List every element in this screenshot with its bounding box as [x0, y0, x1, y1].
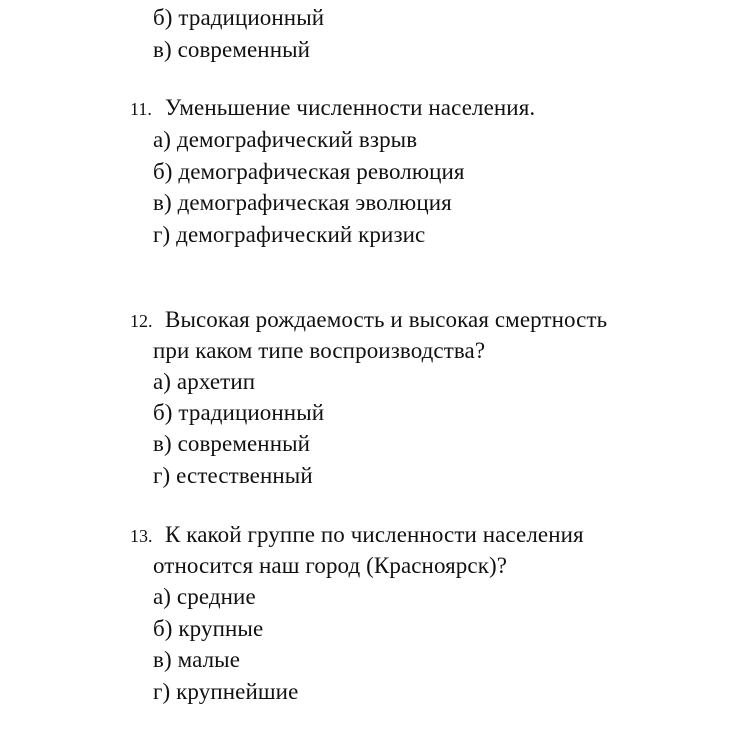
question-11-option-d: г) демографический кризис — [153, 222, 426, 247]
question-11-option-c: в) демографическая эволюция — [153, 190, 452, 215]
question-13-text-line1: К какой группе по численности населения — [165, 522, 584, 547]
question-12-option-a: а) архетип — [153, 369, 256, 394]
prev-option-b: б) традиционный — [153, 5, 325, 30]
question-12-option-c: в) современный — [153, 431, 311, 456]
question-13-option-d: г) крупнейшие — [153, 679, 299, 704]
question-13-number: 13. — [130, 526, 153, 546]
question-12-number: 12. — [130, 311, 153, 331]
question-12-option-d: г) естественный — [153, 463, 313, 488]
question-12-option-b: б) традиционный — [153, 400, 325, 425]
question-13-text-line2: относится наш город (Красноярск)? — [153, 553, 508, 578]
question-12-text-line2: при каком типе воспроизводства? — [153, 338, 486, 363]
prev-option-c: в) современный — [153, 37, 311, 62]
question-11-option-b: б) демографическая революция — [153, 159, 465, 184]
question-11-number: 11. — [130, 99, 152, 119]
question-13-option-b: б) крупные — [153, 616, 264, 641]
question-11-text: Уменьшение численности населения. — [165, 95, 536, 120]
question-13-option-a: а) средние — [153, 584, 256, 609]
question-13-option-c: в) малые — [153, 647, 241, 672]
question-12-text-line1: Высокая рождаемость и высокая смертность — [165, 307, 608, 332]
question-11-option-a: а) демографический взрыв — [153, 127, 418, 152]
